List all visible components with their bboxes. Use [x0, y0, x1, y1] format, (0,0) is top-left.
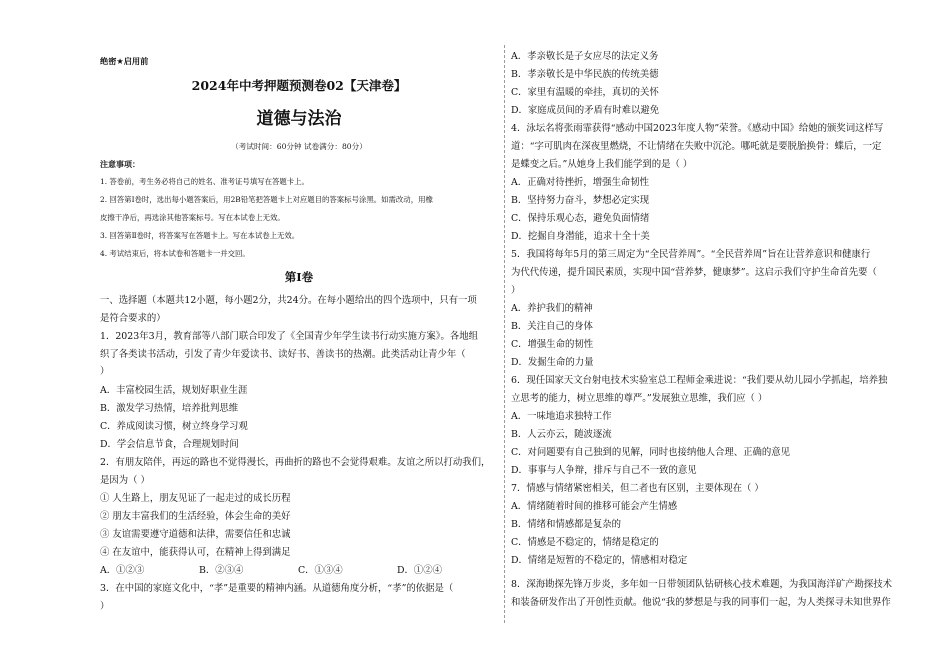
question-6-option-c: C．对问题要有自己独到的见解，同时也接纳他人合理、正确的意见 [511, 447, 791, 458]
exam-meta: （考试时间：60分钟 试卷满分：80分） [231, 142, 367, 151]
question-6-stem: 立思考的能力，树立思维的尊严。”发展独立思维，我们应（ ） [511, 393, 768, 404]
question-5-stem: ） [511, 285, 521, 296]
question-3-option-c: C．家里有温暖的牵挂，真切的关怀 [511, 87, 659, 98]
question-2-stem: 是因为（ ） [100, 475, 150, 486]
question-1-option-d: D．学会信息节食，合理规划时间 [100, 439, 239, 450]
question-3-stem: ） [100, 601, 110, 612]
question-6-stem: 6．现任国家天文台射电技术实验室总工程师金乘进说：“我们要从幼儿园小学抓起，培养独 [511, 375, 888, 386]
question-7-option-b: B．情绪和情感都是复杂的 [511, 519, 622, 530]
question-5-option-a: A．养护我们的精神 [511, 303, 593, 314]
question-8-stem: 8．深海勘探先锋万步炎，多年如一日带领团队钻研核心技术难题，为我国海洋矿产勘探技术 [511, 579, 892, 590]
question-6-option-a: A．一味地追求独特工作 [511, 411, 612, 422]
question-6-option-d: D．事事与人争辩，排斥与自己不一致的意见 [511, 465, 697, 476]
question-4-option-c: C．保持乐观心态，避免负面情绪 [511, 213, 650, 224]
question-8-stem: 和装备研发作出了开创性贡献。他说“我的梦想是与我的同事们一起，为人类探寻未知世界作 [511, 597, 891, 608]
notes-heading: 注意事项： [100, 160, 140, 169]
question-3-stem: 3．在中国的家庭文化中，“孝”是重要的精神内涵。从道德角度分析，“孝”的依据是（ [100, 583, 454, 594]
note-line: 3. 回答第Ⅱ卷时，将答案写在答题卡上。写在本试卷上无效。 [100, 231, 300, 240]
question-2-statement: ② 朋友丰富我们的生活经验，体会生命的美好 [100, 511, 291, 522]
question-1-option-a: A．丰富校园生活，规划好职业生涯 [100, 385, 248, 396]
question-4-option-a: A．正确对待挫折，增强生命韧性 [511, 177, 650, 188]
question-2-option-d: D．①②④ [397, 565, 443, 576]
question-3-option-d: D．家庭成员间的矛盾有时难以避免 [511, 105, 660, 116]
question-6-option-b: B．人云亦云，随波逐流 [511, 429, 612, 440]
subject-title: 道德与法治 [256, 109, 342, 129]
question-5-stem: 为代代传递，提升国民素质，实现中国“营养梦，健康梦”。这启示我们守护生命首先要（ [511, 267, 877, 278]
question-3-option-a: A．孝亲敬长是子女应尽的法定义务 [511, 51, 659, 62]
question-2-option-b: B．②③④ [199, 565, 244, 576]
question-3-option-b: B．孝亲敬长是中华民族的传统美德 [511, 69, 659, 80]
question-1-stem: 织了各类读书活动，引发了青少年爱读书、读好书、善读书的热潮。此类活动让青少年（ [100, 349, 466, 360]
note-line: 2. 回答第Ⅰ卷时，选出每小题答案后，用2B铅笔把答题卡上对应题目的答案标号涂黑。如需改动，用橡 [100, 195, 433, 204]
question-4-stem: 4．泳坛名将张雨霏获得“感动中国2023年度人物”荣誉。《感动中国》给她的颁奖词这样写 [511, 123, 884, 134]
question-7-option-a: A．情绪随着时间的推移可能会产生情感 [511, 501, 678, 512]
note-line: 皮擦干净后，再选涂其他答案标号。写在本试卷上无效。 [100, 213, 285, 222]
question-4-stem: 道：“字可肌肉在深夜里燃烧，不让情绪在失败中沉沦。哪吒就是要脱胎换骨：蝶后，一定 [511, 141, 882, 152]
question-1-stem: ） [100, 366, 110, 377]
question-4-option-b: B．坚持努力奋斗，梦想必定实现 [511, 195, 650, 206]
question-5-stem: 5．我国将每年5月的第三周定为“全民营养周”。“全民营养周”旨在让营养意识和健康行 [511, 249, 871, 260]
question-4-stem: 是蝶变之后。”从她身上我们能学到的是（ ） [511, 159, 693, 170]
question-2-options [100, 565, 498, 577]
question-1-stem: 1．2023年3月，教育部等八部门联合印发了《全国青少年学生读书行动实施方案》。各地组 [100, 331, 478, 342]
question-4-option-d: D．挖掘自身潜能，追求十全十美 [511, 231, 650, 242]
question-1-option-c: C．养成阅读习惯，树立终身学习观 [100, 421, 248, 432]
question-2-option-a: A．①②③ [100, 565, 145, 576]
column-divider [504, 45, 505, 623]
question-2-statement: ③ 友谊需要遵守道德和法律，需要信任和忠诚 [100, 529, 291, 540]
confidential-mark: 绝密★启用前 [100, 56, 149, 66]
question-1-option-b: B．激发学习热情，培养批判思维 [100, 403, 239, 414]
question-7-stem: 7．情感与情绪紧密相关，但二者也有区别，主要体现在（ ） [511, 483, 764, 494]
part-title: 第Ⅰ卷 [284, 270, 314, 284]
section-instruction: 是符合要求的） [100, 313, 166, 324]
question-5-option-b: B．关注自己的身体 [511, 321, 593, 332]
question-5-option-d: D．发掘生命的力量 [511, 357, 594, 368]
section-instruction: 一、选择题（本题共12小题，每小题2分，共24分。在每小题给出的四个选项中，只有一项 [100, 295, 477, 306]
question-2-statement: ④ 在友谊中，能获得认可，在精神上得到满足 [100, 547, 291, 558]
question-7-option-c: C．情感是不稳定的，情绪是稳定的 [511, 537, 659, 548]
note-line: 1. 答卷前，考生务必将自己的姓名、准考证号填写在答题卡上。 [100, 177, 309, 186]
question-5-option-c: C．增强生命的韧性 [511, 339, 594, 350]
exam-title: 2024年中考押题预测卷02【天津卷】 [191, 78, 407, 93]
note-line: 4. 考试结束后，将本试卷和答题卡一并交回。 [100, 249, 250, 258]
question-2-option-c: C．①③④ [298, 565, 343, 576]
question-7-option-d: D．情绪是短暂的不稳定的，情感相对稳定 [511, 555, 688, 566]
question-2-statement: ① 人生路上，朋友见证了一起走过的成长历程 [100, 493, 291, 504]
question-2-stem: 2．有朋友陪伴，再远的路也不觉得漫长，再曲折的路也不会觉得艰难。友谊之所以打动我们， [100, 457, 491, 468]
